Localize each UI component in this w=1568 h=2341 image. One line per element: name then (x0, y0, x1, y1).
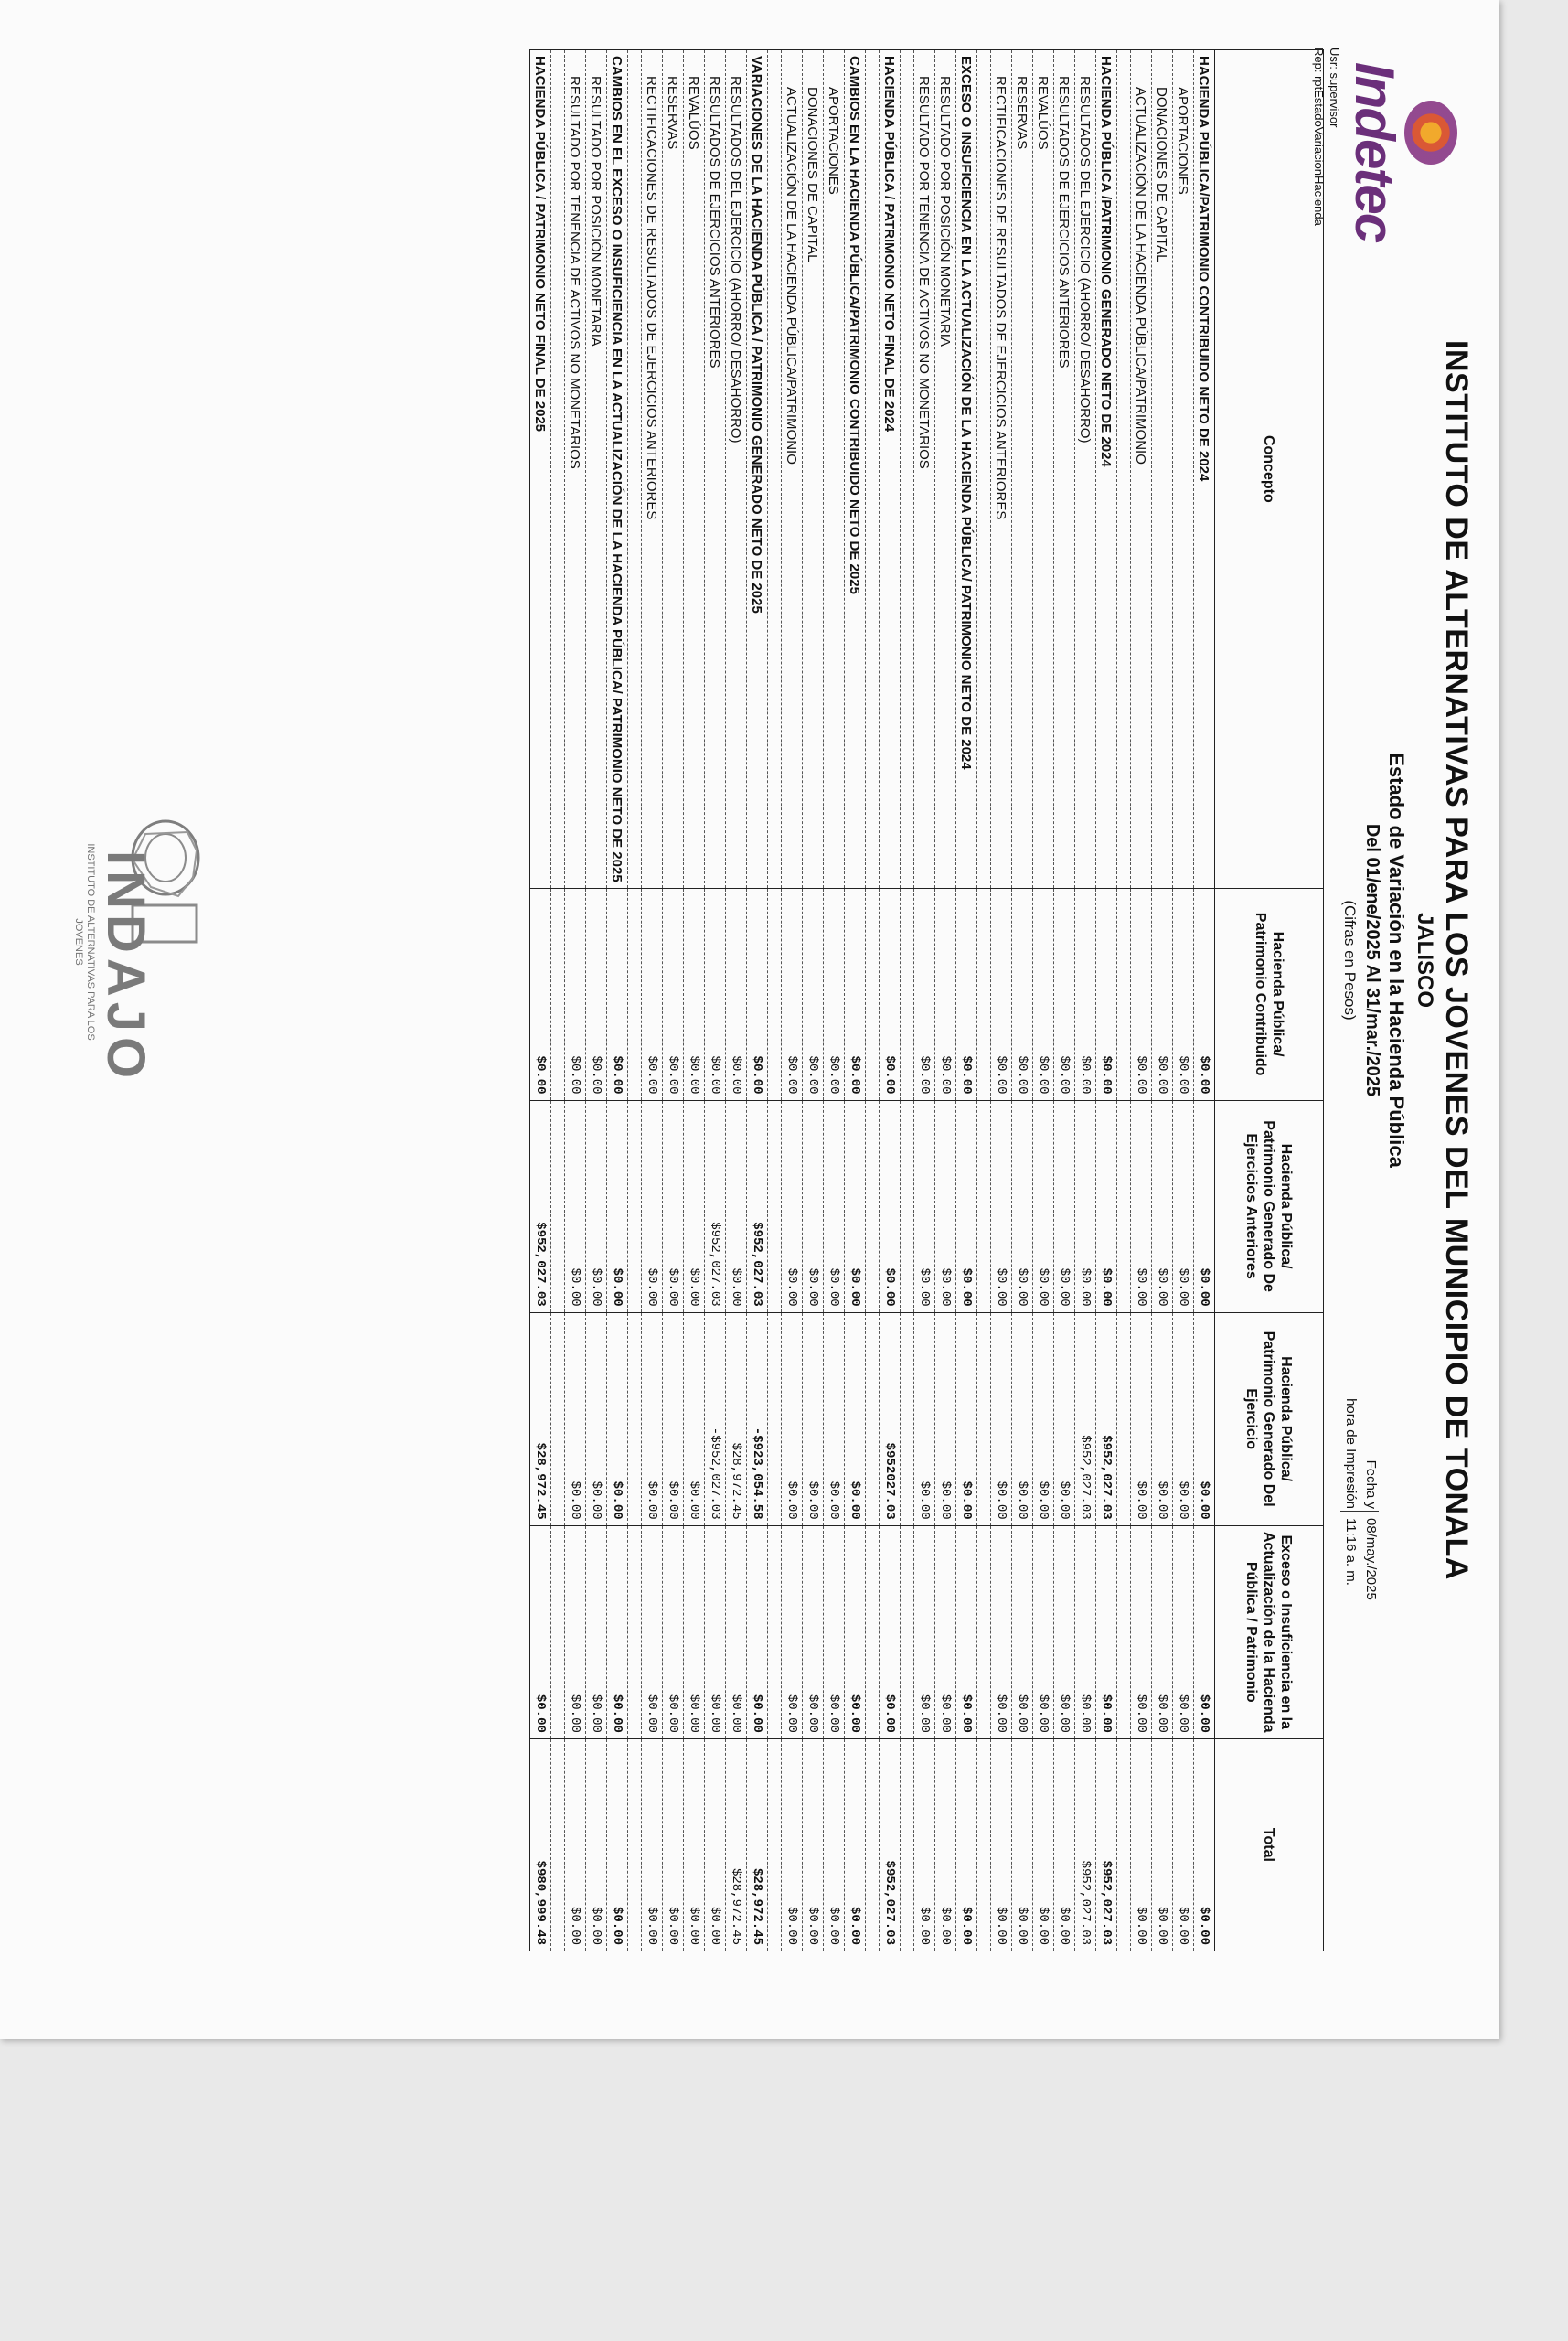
table-row (1152, 50, 1173, 1951)
amount-cell: $0.00 (642, 1100, 663, 1312)
amount-cell: $0.00 (684, 1738, 705, 1951)
amount-cell: $0.00 (586, 1525, 607, 1738)
spacer-cell (866, 50, 880, 889)
spacer-cell (628, 1738, 642, 1951)
amount-cell: $0.00 (684, 888, 705, 1100)
spacer-cell (977, 1525, 991, 1738)
amount-cell: $28,972.45 (747, 1738, 768, 1951)
spacer-row (768, 50, 782, 1951)
spacer-cell (866, 1525, 880, 1738)
amount-cell: $0.00 (1194, 1100, 1215, 1312)
table-row (1054, 50, 1075, 1951)
amount-cell: $0.00 (565, 1738, 586, 1951)
table-row (1194, 50, 1215, 1951)
amount-cell: $0.00 (956, 1525, 977, 1738)
concept-cell: RECTIFICACIONES DE RESULTADOS DE EJERCICIOS ANTERIORES (642, 50, 663, 889)
table-row (565, 50, 586, 1951)
amount-cell: $0.00 (824, 1312, 845, 1525)
indetec-logo (1344, 48, 1465, 285)
amount-cell: $0.00 (565, 1525, 586, 1738)
date-value: 08/may./2025 (1363, 1518, 1379, 1600)
concept-cell: RESULTADO POR POSICIÓN MONETARIA (935, 50, 956, 889)
amount-cell: $0.00 (1075, 888, 1096, 1100)
spacer-row (901, 50, 914, 1951)
amount-cell: $0.00 (1131, 888, 1152, 1100)
amount-cell: $0.00 (726, 1525, 747, 1738)
table-row (1096, 50, 1117, 1951)
spacer-cell (1117, 1525, 1131, 1738)
amount-cell: $0.00 (1194, 888, 1215, 1100)
amount-cell: $952,027.03 (1075, 1738, 1096, 1951)
amount-cell: $0.00 (803, 1100, 824, 1312)
amount-cell: $0.00 (1152, 888, 1173, 1100)
amount-cell: $0.00 (586, 1738, 607, 1951)
spacer-cell (551, 1738, 565, 1951)
concept-cell: HACIENDA PÚBLICA / PATRIMONIO NETO FINAL DE 2025 (530, 50, 551, 889)
seal-word: INDAJO (96, 850, 155, 1085)
table-row (880, 50, 901, 1951)
amount-cell: $0.00 (991, 1738, 1012, 1951)
amount-cell: $0.00 (880, 1100, 901, 1312)
amount-cell: $0.00 (705, 888, 726, 1100)
amount-cell: $0.00 (824, 888, 845, 1100)
spacer-cell (551, 1312, 565, 1525)
spacer-cell (628, 888, 642, 1100)
amount-cell: $0.00 (1131, 1312, 1152, 1525)
spacer-cell (551, 50, 565, 889)
amount-cell: $0.00 (803, 888, 824, 1100)
spacer-row (977, 50, 991, 1951)
table-row (914, 50, 935, 1951)
logo-dots-icon (1404, 101, 1457, 165)
amount-cell: $0.00 (1173, 1312, 1194, 1525)
amount-cell: $0.00 (705, 1525, 726, 1738)
spacer-cell (1117, 1100, 1131, 1312)
concept-cell: REVALÚOS (684, 50, 705, 889)
concept-cell: RESULTADO POR POSICIÓN MONETARIA (586, 50, 607, 889)
amount-cell: $0.00 (607, 888, 628, 1100)
spacer-cell (768, 888, 782, 1100)
amount-cell: $0.00 (1075, 1100, 1096, 1312)
concept-cell: HACIENDA PÚBLICA / PATRIMONIO NETO FINAL DE 2024 (880, 50, 901, 889)
concept-cell: APORTACIONES (824, 50, 845, 889)
spacer-cell (901, 1738, 914, 1951)
report-title: Estado de Variación en la Hacienda Pública (1385, 753, 1408, 1168)
amount-cell: $0.00 (684, 1525, 705, 1738)
amount-cell: $0.00 (935, 1525, 956, 1738)
table-row (1012, 50, 1033, 1951)
amount-cell: $0.00 (607, 1525, 628, 1738)
amount-cell: $0.00 (747, 1525, 768, 1738)
spacer-cell (901, 888, 914, 1100)
amount-cell: $952,027.03 (747, 1100, 768, 1312)
concept-cell: REVALÚOS (1033, 50, 1054, 889)
spacer-row (1117, 50, 1131, 1951)
amount-cell: $0.00 (824, 1738, 845, 1951)
spacer-row (551, 50, 565, 1951)
amount-cell: $0.00 (1194, 1738, 1215, 1951)
concept-cell: VARIACIONES DE LA HACIENDA PÚBLICA / PATRIMONIO GENERADO NETO DE 2025 (747, 50, 768, 889)
spacer-cell (551, 1525, 565, 1738)
amount-cell: $0.00 (935, 1312, 956, 1525)
amount-cell: $980,999.48 (530, 1738, 551, 1951)
amount-cell: $0.00 (663, 1525, 684, 1738)
amount-cell: $0.00 (782, 1525, 803, 1738)
concept-cell: RESULTADOS DE EJERCICIOS ANTERIORES (1054, 50, 1075, 889)
institutional-seal (41, 814, 215, 1085)
spacer-cell (768, 1738, 782, 1951)
table-header-row (1215, 50, 1324, 1951)
amount-cell: $0.00 (1033, 1100, 1054, 1312)
table-row (803, 50, 824, 1951)
amount-cell: $0.00 (991, 1525, 1012, 1738)
table-row (824, 50, 845, 1951)
amount-cell: $0.00 (705, 1738, 726, 1951)
table-row (1131, 50, 1152, 1951)
amount-cell: $0.00 (956, 888, 977, 1100)
amount-cell: $0.00 (935, 888, 956, 1100)
amount-cell: $0.00 (880, 1525, 901, 1738)
amount-cell: $0.00 (991, 1100, 1012, 1312)
amount-cell: $0.00 (1012, 888, 1033, 1100)
concept-cell: CAMBIOS EN LA HACIENDA PÚBLICA/PATRIMONIO CONTRIBUIDO NETO DE 2025 (845, 50, 866, 889)
amount-cell: $0.00 (845, 1100, 866, 1312)
amount-cell: $952,027.03 (530, 1100, 551, 1312)
amount-cell: $952,027.03 (1075, 1312, 1096, 1525)
seal-subtitle: INSTITUTO DE ALTERNATIVAS PARA LOS JOVENES (73, 843, 96, 1041)
table-row (607, 50, 628, 1951)
variation-table (529, 49, 1324, 1951)
amount-cell: $0.00 (914, 888, 935, 1100)
concept-cell: HACIENDA PÚBLICA /PATRIMONIO GENERADO NETO DE 2024 (1096, 50, 1117, 889)
amount-cell: $0.00 (935, 1100, 956, 1312)
spacer-cell (768, 50, 782, 889)
report-units: (Cifras en Pesos) (1341, 900, 1359, 1021)
spacer-cell (866, 1738, 880, 1951)
amount-cell: $0.00 (1012, 1100, 1033, 1312)
amount-cell: $0.00 (1152, 1738, 1173, 1951)
amount-cell: $0.00 (1012, 1312, 1033, 1525)
header-total: Total (1215, 1738, 1324, 1951)
table-row (1033, 50, 1054, 1951)
spacer-cell (1117, 1312, 1131, 1525)
table-row (726, 50, 747, 1951)
amount-cell: $0.00 (1054, 888, 1075, 1100)
spacer-cell (977, 50, 991, 889)
spacer-cell (1117, 888, 1131, 1100)
amount-cell: $0.00 (684, 1100, 705, 1312)
amount-cell: $0.00 (726, 888, 747, 1100)
amount-cell: $0.00 (1033, 1738, 1054, 1951)
amount-cell: $0.00 (845, 888, 866, 1100)
amount-cell: $0.00 (1131, 1100, 1152, 1312)
spacer-cell (1117, 50, 1131, 889)
amount-cell: $0.00 (586, 1100, 607, 1312)
spacer-cell (866, 1100, 880, 1312)
amount-cell: $0.00 (1096, 1100, 1117, 1312)
time-value: 11:16 a. m. (1343, 1518, 1359, 1586)
amount-cell: $0.00 (663, 1312, 684, 1525)
amount-cell: $0.00 (1194, 1525, 1215, 1738)
amount-cell: $0.00 (803, 1525, 824, 1738)
amount-cell: $0.00 (824, 1100, 845, 1312)
amount-cell: -$952,027.03 (705, 1312, 726, 1525)
amount-cell: $0.00 (642, 1312, 663, 1525)
amount-cell: $0.00 (914, 1100, 935, 1312)
amount-cell: $952,027.03 (1096, 1738, 1117, 1951)
institution-title: INSTITUTO DE ALTERNATIVAS PARA LOS JOVENES DEL MUNICIPIO DE TONALA (1439, 340, 1474, 1580)
amount-cell: $0.00 (1033, 1312, 1054, 1525)
table-row (705, 50, 726, 1951)
concept-cell: RESERVAS (663, 50, 684, 889)
amount-cell: $0.00 (1173, 1738, 1194, 1951)
amount-cell: $28,972.45 (726, 1312, 747, 1525)
concept-cell: ACTUALIZACIÓN DE LA HACIENDA PÚBLICA/PATRIMONIO (1131, 50, 1152, 889)
table-row (1075, 50, 1096, 1951)
spacer-cell (768, 1100, 782, 1312)
amount-cell: $0.00 (684, 1312, 705, 1525)
header-concept: Concepto (1215, 50, 1324, 889)
report-period: Del 01/ene/2025 Al 31/mar./2025 (1362, 823, 1382, 1097)
amount-cell: $0.00 (803, 1312, 824, 1525)
amount-cell: $0.00 (1131, 1738, 1152, 1951)
table-row (845, 50, 866, 1951)
amount-cell: $0.00 (1054, 1738, 1075, 1951)
amount-cell: $0.00 (530, 1525, 551, 1738)
amount-cell: $0.00 (747, 888, 768, 1100)
amount-cell: $0.00 (1033, 888, 1054, 1100)
concept-cell: DONACIONES DE CAPITAL (803, 50, 824, 889)
concept-cell: RECTIFICACIONES DE RESULTADOS DE EJERCICIOS ANTERIORES (991, 50, 1012, 889)
amount-cell: $0.00 (1152, 1100, 1173, 1312)
amount-cell: $0.00 (1075, 1525, 1096, 1738)
spacer-cell (977, 888, 991, 1100)
amount-cell: $0.00 (663, 888, 684, 1100)
amount-cell: $0.00 (1096, 1525, 1117, 1738)
spacer-cell (628, 1312, 642, 1525)
header-exceso-insuficiencia: Exceso o Insuficiencia en la Actualización de la Hacienda Pública / Patrimonio (1215, 1525, 1324, 1738)
spacer-cell (901, 1525, 914, 1738)
amount-cell: $0.00 (782, 1100, 803, 1312)
concept-cell: HACIENDA PÚBLICA/PATRIMONIO CONTRIBUIDO NETO DE 2024 (1194, 50, 1215, 889)
amount-cell: $0.00 (1012, 1525, 1033, 1738)
header-ejercicios-anteriores: Hacienda Pública/ Patrimonio Generado De Ejercicios Anteriores (1215, 1100, 1324, 1312)
logo-text: Indetec (1344, 62, 1405, 242)
concept-cell: RESULTADOS DEL EJERCICIO (AHORRO/ DESAHORRO) (1075, 50, 1096, 889)
table-row (1173, 50, 1194, 1951)
user-line: Usr: supervisor (1328, 48, 1341, 128)
amount-cell: $952,027.03 (1096, 1312, 1117, 1525)
amount-cell: $0.00 (914, 1738, 935, 1951)
amount-cell: $0.00 (935, 1738, 956, 1951)
concept-cell: APORTACIONES (1173, 50, 1194, 889)
amount-cell: $0.00 (565, 1100, 586, 1312)
spacer-cell (628, 1100, 642, 1312)
amount-cell: $0.00 (782, 1312, 803, 1525)
report-line: Rep: rptEstadoVariacionHacienda (1312, 48, 1326, 226)
amount-cell: $0.00 (1194, 1312, 1215, 1525)
table-row (663, 50, 684, 1951)
amount-cell: $0.00 (607, 1312, 628, 1525)
amount-cell: $952027.03 (880, 1312, 901, 1525)
amount-cell: $0.00 (956, 1738, 977, 1951)
spacer-cell (551, 888, 565, 1100)
amount-cell: $0.00 (914, 1525, 935, 1738)
amount-cell: $0.00 (880, 888, 901, 1100)
amount-cell: $0.00 (782, 1738, 803, 1951)
institution-state: JALISCO (1413, 912, 1437, 1008)
spacer-cell (977, 1312, 991, 1525)
amount-cell: $0.00 (1152, 1525, 1173, 1738)
amount-cell: $0.00 (607, 1738, 628, 1951)
amount-cell: $0.00 (845, 1525, 866, 1738)
amount-cell: $0.00 (782, 888, 803, 1100)
table-row (530, 50, 551, 1951)
concept-cell: RESULTADO POR TENENCIA DE ACTIVOS NO MONETARIOS (914, 50, 935, 889)
spacer-cell (866, 888, 880, 1100)
spacer-cell (901, 50, 914, 889)
amount-cell: $0.00 (565, 888, 586, 1100)
concept-cell: RESERVAS (1012, 50, 1033, 889)
concept-cell: RESULTADOS DE EJERCICIOS ANTERIORES (705, 50, 726, 889)
amount-cell: $0.00 (1012, 1738, 1033, 1951)
spacer-cell (901, 1100, 914, 1312)
table-row (991, 50, 1012, 1951)
spacer-cell (628, 50, 642, 889)
spacer-cell (977, 1738, 991, 1951)
date-divider (1340, 1511, 1379, 1512)
amount-cell: $0.00 (991, 888, 1012, 1100)
amount-cell: $0.00 (1033, 1525, 1054, 1738)
concept-cell: RESULTADOS DEL EJERCICIO (AHORRO/ DESAHORRO) (726, 50, 747, 889)
spacer-cell (1117, 1738, 1131, 1951)
spacer-cell (977, 1100, 991, 1312)
amount-cell: $0.00 (663, 1738, 684, 1951)
amount-cell: $0.00 (1131, 1525, 1152, 1738)
amount-cell: $0.00 (726, 1100, 747, 1312)
table-row (747, 50, 768, 1951)
spacer-cell (628, 1525, 642, 1738)
concept-cell: ACTUALIZACIÓN DE LA HACIENDA PÚBLICA/PATRIMONIO (782, 50, 803, 889)
amount-cell: $0.00 (530, 888, 551, 1100)
spacer-row (628, 50, 642, 1951)
amount-cell: $0.00 (1152, 1312, 1173, 1525)
amount-cell: $0.00 (1054, 1100, 1075, 1312)
amount-cell: $0.00 (956, 1100, 977, 1312)
amount-cell: $0.00 (1096, 888, 1117, 1100)
spacer-cell (866, 1312, 880, 1525)
table-row (642, 50, 663, 1951)
amount-cell: $0.00 (914, 1312, 935, 1525)
amount-cell: $0.00 (956, 1312, 977, 1525)
header-del-ejercicio: Hacienda Pública/ Patrimonio Generado Del Ejercicio (1215, 1312, 1324, 1525)
concept-cell: EXCESO O INSUFICIENCIA EN LA ACTUALIZACIÓN DE LA HACIENDA PÚBLICA/ PATRIMONIO NETO DE 2024 (956, 50, 977, 889)
spacer-cell (901, 1312, 914, 1525)
amount-cell: $28,972.45 (530, 1312, 551, 1525)
spacer-cell (768, 1312, 782, 1525)
amount-cell: $0.00 (845, 1738, 866, 1951)
amount-cell: $0.00 (586, 1312, 607, 1525)
spacer-cell (551, 1100, 565, 1312)
amount-cell: $0.00 (642, 1525, 663, 1738)
concept-cell: RESULTADO POR TENENCIA DE ACTIVOS NO MONETARIOS (565, 50, 586, 889)
table-row (935, 50, 956, 1951)
amount-cell: $0.00 (1173, 888, 1194, 1100)
amount-cell: $0.00 (642, 1738, 663, 1951)
amount-cell: $0.00 (586, 888, 607, 1100)
amount-cell: $0.00 (991, 1312, 1012, 1525)
table-row (956, 50, 977, 1951)
concept-cell: CAMBIOS EN EL EXCESO O INSUFICIENCIA EN LA ACTUALIZACIÓN DE LA HACIENDA PÚBLICA/ PATRIMONIO NETO DE 2025 (607, 50, 628, 889)
time-label: hora de Impresión (1343, 1398, 1359, 1509)
amount-cell: $0.00 (824, 1525, 845, 1738)
amount-cell: $0.00 (845, 1312, 866, 1525)
date-label: Fecha y (1363, 1459, 1379, 1509)
concept-cell: DONACIONES DE CAPITAL (1152, 50, 1173, 889)
amount-cell: $0.00 (642, 888, 663, 1100)
amount-cell: $0.00 (1054, 1312, 1075, 1525)
header-contribuido: Hacienda Pública/ Patrimonio Contribuido (1215, 888, 1324, 1100)
amount-cell: -$923,054.58 (747, 1312, 768, 1525)
amount-cell: $0.00 (607, 1100, 628, 1312)
table-row (586, 50, 607, 1951)
table-row (782, 50, 803, 1951)
amount-cell: $28,972.45 (726, 1738, 747, 1951)
table-body (530, 50, 1215, 1951)
rotated-report (9, 0, 1499, 1975)
amount-cell: $952,027.03 (705, 1100, 726, 1312)
amount-cell: $0.00 (1054, 1525, 1075, 1738)
table-row (684, 50, 705, 1951)
spacer-cell (768, 1525, 782, 1738)
amount-cell: $0.00 (565, 1312, 586, 1525)
amount-cell: $0.00 (663, 1100, 684, 1312)
amount-cell: $0.00 (1173, 1525, 1194, 1738)
spacer-row (866, 50, 880, 1951)
amount-cell: $0.00 (803, 1738, 824, 1951)
amount-cell: $952,027.03 (880, 1738, 901, 1951)
amount-cell: $0.00 (1173, 1100, 1194, 1312)
